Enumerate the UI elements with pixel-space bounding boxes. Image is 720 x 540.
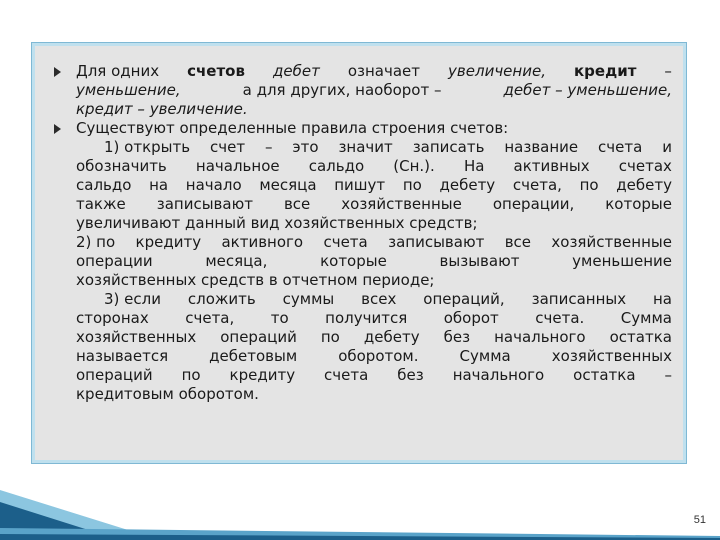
word: Сумма — [620, 309, 672, 327]
word: операций, — [423, 290, 505, 308]
word: уменьшение — [572, 252, 672, 270]
word: дебет — [272, 62, 320, 80]
text-line: Существуют определенные правила строения счетов: — [76, 119, 509, 137]
word: счет — [210, 138, 246, 156]
word: активных — [513, 157, 590, 175]
word: хозяйственные — [551, 233, 672, 251]
word: обозначить — [76, 157, 167, 175]
word: 1) открыть — [104, 138, 191, 156]
text-line: увеличивают данный вид хозяйственных средств; — [76, 214, 478, 232]
word: кредит — [573, 62, 637, 80]
word: которые — [320, 252, 387, 270]
word: на — [653, 290, 672, 308]
word: значит — [338, 138, 393, 156]
word: счета, — [512, 176, 562, 194]
text-line — [76, 366, 672, 385]
word: начало — [185, 176, 242, 194]
word: записать — [412, 138, 485, 156]
word: получится — [325, 309, 408, 327]
word: Сумма — [459, 347, 511, 365]
word: без — [443, 328, 471, 346]
word: сальдо — [76, 176, 132, 194]
bullet-item-1 — [40, 62, 672, 119]
word: без — [397, 366, 424, 384]
triangle-bullet-icon — [54, 67, 61, 77]
word: всех — [361, 290, 397, 308]
word: – — [264, 138, 273, 156]
text-line — [76, 347, 672, 366]
word: на — [149, 176, 169, 194]
word: начальное — [195, 157, 280, 175]
word: сторонах — [76, 309, 149, 327]
word: начального — [494, 328, 586, 346]
word: дебет – уменьшение, — [503, 81, 672, 99]
word: вызывают — [439, 252, 520, 270]
word: по — [181, 366, 201, 384]
word: счетов — [187, 62, 245, 80]
word: дебету — [363, 328, 420, 346]
text-line — [76, 81, 672, 100]
word: хозяйственные — [341, 195, 462, 213]
word: счета — [324, 366, 369, 384]
text-line — [76, 252, 672, 271]
word: также — [76, 195, 126, 213]
word: все — [283, 195, 311, 213]
text-line: кредит – увеличение. — [76, 100, 248, 118]
word: кредиту — [135, 233, 202, 251]
word: 2) по — [76, 233, 116, 251]
word: (Сн.). — [393, 157, 435, 175]
word: по — [579, 176, 599, 194]
word: хозяйственных — [551, 347, 672, 365]
word: счета. — [535, 309, 585, 327]
word: счетах — [618, 157, 672, 175]
text-line: хозяйственных средств в отчетном периоде; — [76, 271, 435, 289]
word: которые — [605, 195, 672, 213]
word: 3) если — [104, 290, 161, 308]
text-line — [76, 138, 672, 157]
text-line — [76, 62, 672, 81]
text-line: кредитовым оборотом. — [76, 385, 259, 403]
word: называется — [76, 347, 169, 365]
word: месяца, — [205, 252, 268, 270]
word: операции, — [492, 195, 575, 213]
rule-1-paragraph — [40, 138, 672, 233]
word: название — [504, 138, 579, 156]
word: Для одних — [76, 62, 160, 80]
word: операций — [76, 366, 153, 384]
word: дебету — [616, 176, 672, 194]
word: уменьшение, — [76, 81, 181, 99]
text-line — [76, 176, 672, 195]
word: оборотом. — [338, 347, 419, 365]
word: На — [463, 157, 485, 175]
triangle-bullet-icon — [54, 124, 61, 134]
word: операций — [220, 328, 297, 346]
word: счета — [598, 138, 643, 156]
word: хозяйственных — [76, 328, 197, 346]
text-line — [76, 328, 672, 347]
text-line — [76, 309, 672, 328]
word: месяца — [259, 176, 317, 194]
slide-body — [40, 62, 672, 404]
word: то — [270, 309, 289, 327]
word: увеличение, — [448, 62, 546, 80]
word: а для других, наоборот – — [242, 81, 442, 99]
bullet-item-2 — [40, 119, 672, 138]
word: все — [504, 233, 532, 251]
word: дебету — [439, 176, 496, 194]
word: сальдо — [308, 157, 365, 175]
word: дебетовым — [209, 347, 298, 365]
word: и — [662, 138, 672, 156]
text-line — [76, 195, 672, 214]
text-line — [76, 233, 672, 252]
word: операции — [76, 252, 153, 270]
word: записанных — [531, 290, 627, 308]
page-number: 51 — [693, 514, 706, 526]
word: – — [664, 366, 672, 384]
word: остатка — [609, 328, 672, 346]
word: остатка — [573, 366, 636, 384]
word: активного — [221, 233, 304, 251]
decorative-wave-graphic — [0, 450, 720, 540]
rule-3-paragraph — [40, 290, 672, 404]
word: кредиту — [229, 366, 296, 384]
word: суммы — [282, 290, 335, 308]
word: счета — [323, 233, 368, 251]
word: записывают — [388, 233, 485, 251]
word: счета, — [185, 309, 235, 327]
text-line — [76, 157, 672, 176]
rule-2-paragraph — [40, 233, 672, 290]
word: начального — [452, 366, 545, 384]
text-line — [76, 290, 672, 309]
word: записывают — [156, 195, 253, 213]
word: оборот — [443, 309, 499, 327]
word: – — [664, 62, 672, 80]
word: это — [292, 138, 319, 156]
word: пишут — [334, 176, 386, 194]
word: по — [402, 176, 422, 194]
word: сложить — [187, 290, 256, 308]
word: по — [320, 328, 340, 346]
word: означает — [347, 62, 421, 80]
